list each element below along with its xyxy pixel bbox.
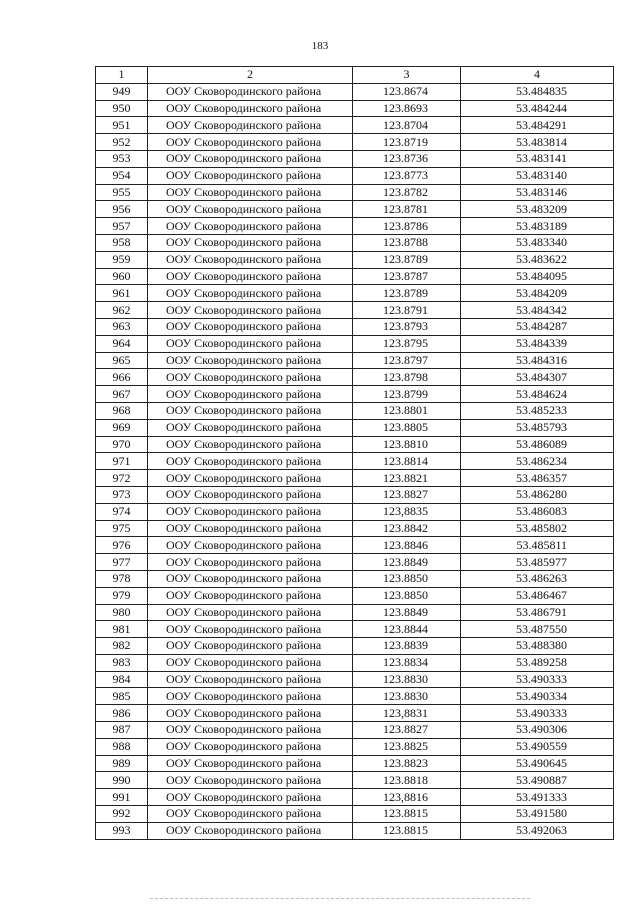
longitude-cell: 123.8825 — [353, 738, 461, 755]
column-header-2: 2 — [148, 67, 353, 84]
organization-cell: ООУ Сковородинского района — [148, 587, 353, 604]
longitude-cell: 123.8787 — [353, 268, 461, 285]
latitude-cell: 53.490887 — [461, 772, 614, 789]
latitude-cell: 53.485233 — [461, 402, 614, 419]
organization-cell: ООУ Сковородинского района — [148, 167, 353, 184]
organization-cell: ООУ Сковородинского района — [148, 621, 353, 638]
table-row — [96, 688, 614, 705]
organization-cell: ООУ Сковородинского района — [148, 201, 353, 218]
table-row — [96, 100, 614, 117]
organization-cell: ООУ Сковородинского района — [148, 520, 353, 537]
longitude-cell: 123.8782 — [353, 184, 461, 201]
latitude-cell: 53.484291 — [461, 117, 614, 134]
longitude-cell: 123.8736 — [353, 150, 461, 167]
latitude-cell: 53.485977 — [461, 554, 614, 571]
longitude-cell: 123.8789 — [353, 251, 461, 268]
longitude-cell: 123.8810 — [353, 436, 461, 453]
organization-cell: ООУ Сковородинского района — [148, 386, 353, 403]
table-row — [96, 184, 614, 201]
row-number-cell: 954 — [96, 167, 148, 184]
latitude-cell: 53.484835 — [461, 83, 614, 100]
organization-cell: ООУ Сковородинского района — [148, 554, 353, 571]
latitude-cell: 53.490333 — [461, 705, 614, 722]
row-number-cell: 971 — [96, 453, 148, 470]
table-row — [96, 117, 614, 134]
latitude-cell: 53.490559 — [461, 738, 614, 755]
organization-cell: ООУ Сковородинского района — [148, 419, 353, 436]
table-row — [96, 705, 614, 722]
longitude-cell: 123.8834 — [353, 654, 461, 671]
table-row — [96, 268, 614, 285]
organization-cell: ООУ Сковородинского района — [148, 688, 353, 705]
latitude-cell: 53.490306 — [461, 722, 614, 739]
longitude-cell: 123.8830 — [353, 671, 461, 688]
row-number-cell: 981 — [96, 621, 148, 638]
row-number-cell: 968 — [96, 402, 148, 419]
latitude-cell: 53.484209 — [461, 285, 614, 302]
table-body — [96, 83, 614, 839]
row-number-cell: 990 — [96, 772, 148, 789]
organization-cell: ООУ Сковородинского района — [148, 705, 353, 722]
longitude-cell: 123.8844 — [353, 621, 461, 638]
row-number-cell: 956 — [96, 201, 148, 218]
latitude-cell: 53.484342 — [461, 302, 614, 319]
row-number-cell: 979 — [96, 587, 148, 604]
organization-cell: ООУ Сковородинского района — [148, 486, 353, 503]
column-header-4: 4 — [461, 67, 614, 84]
row-number-cell: 991 — [96, 789, 148, 806]
row-number-cell: 988 — [96, 738, 148, 755]
table-row — [96, 671, 614, 688]
latitude-cell: 53.483189 — [461, 218, 614, 235]
longitude-cell: 123.8814 — [353, 453, 461, 470]
organization-cell: ООУ Сковородинского района — [148, 789, 353, 806]
longitude-cell: 123.8815 — [353, 822, 461, 839]
table-row — [96, 318, 614, 335]
latitude-cell: 53.490333 — [461, 671, 614, 688]
longitude-cell: 123.8839 — [353, 638, 461, 655]
table-row — [96, 285, 614, 302]
latitude-cell: 53.491580 — [461, 806, 614, 823]
longitude-cell: 123.8674 — [353, 83, 461, 100]
longitude-cell: 123,8816 — [353, 789, 461, 806]
latitude-cell: 53.484316 — [461, 352, 614, 369]
longitude-cell: 123.8789 — [353, 285, 461, 302]
latitude-cell: 53.486083 — [461, 503, 614, 520]
row-number-cell: 962 — [96, 302, 148, 319]
latitude-cell: 53.483340 — [461, 234, 614, 251]
longitude-cell: 123.8827 — [353, 722, 461, 739]
organization-cell: ООУ Сковородинского района — [148, 117, 353, 134]
row-number-cell: 959 — [96, 251, 148, 268]
row-number-cell: 952 — [96, 134, 148, 151]
organization-cell: ООУ Сковородинского района — [148, 150, 353, 167]
organization-cell: ООУ Сковородинского района — [148, 218, 353, 235]
row-number-cell: 969 — [96, 419, 148, 436]
table-row — [96, 352, 614, 369]
latitude-cell: 53.489258 — [461, 654, 614, 671]
organization-cell: ООУ Сковородинского района — [148, 352, 353, 369]
organization-cell: ООУ Сковородинского района — [148, 234, 353, 251]
coordinates-table — [95, 66, 614, 840]
longitude-cell: 123.8773 — [353, 167, 461, 184]
row-number-cell: 974 — [96, 503, 148, 520]
organization-cell: ООУ Сковородинского района — [148, 184, 353, 201]
latitude-cell: 53.484095 — [461, 268, 614, 285]
organization-cell: ООУ Сковородинского района — [148, 671, 353, 688]
row-number-cell: 958 — [96, 234, 148, 251]
table-row — [96, 554, 614, 571]
table-row — [96, 150, 614, 167]
longitude-cell: 123.8791 — [353, 302, 461, 319]
longitude-cell: 123.8849 — [353, 554, 461, 571]
organization-cell: ООУ Сковородинского района — [148, 318, 353, 335]
organization-cell: ООУ Сковородинского района — [148, 83, 353, 100]
table-row — [96, 755, 614, 772]
organization-cell: ООУ Сковородинского района — [148, 285, 353, 302]
longitude-cell: 123.8850 — [353, 587, 461, 604]
latitude-cell: 53.486089 — [461, 436, 614, 453]
row-number-cell: 970 — [96, 436, 148, 453]
organization-cell: ООУ Сковородинского района — [148, 503, 353, 520]
table-row — [96, 772, 614, 789]
table-row — [96, 436, 614, 453]
table-row — [96, 570, 614, 587]
row-number-cell: 983 — [96, 654, 148, 671]
table-row — [96, 503, 614, 520]
row-number-cell: 965 — [96, 352, 148, 369]
table-row — [96, 654, 614, 671]
row-number-cell: 975 — [96, 520, 148, 537]
organization-cell: ООУ Сковородинского района — [148, 268, 353, 285]
row-number-cell: 951 — [96, 117, 148, 134]
table-row — [96, 218, 614, 235]
longitude-cell: 123.8846 — [353, 537, 461, 554]
latitude-cell: 53.486263 — [461, 570, 614, 587]
longitude-cell: 123.8788 — [353, 234, 461, 251]
organization-cell: ООУ Сковородинского района — [148, 453, 353, 470]
row-number-cell: 967 — [96, 386, 148, 403]
table-row — [96, 234, 614, 251]
latitude-cell: 53.485811 — [461, 537, 614, 554]
longitude-cell: 123.8827 — [353, 486, 461, 503]
table-row — [96, 520, 614, 537]
table-row — [96, 369, 614, 386]
longitude-cell: 123.8823 — [353, 755, 461, 772]
longitude-cell: 123.8793 — [353, 318, 461, 335]
column-header-1: 1 — [96, 67, 148, 84]
row-number-cell: 980 — [96, 604, 148, 621]
longitude-cell: 123.8801 — [353, 402, 461, 419]
longitude-cell: 123.8805 — [353, 419, 461, 436]
table-header-row — [96, 67, 614, 84]
organization-cell: ООУ Сковородинского района — [148, 302, 353, 319]
table-row — [96, 402, 614, 419]
table-row — [96, 251, 614, 268]
latitude-cell: 53.483140 — [461, 167, 614, 184]
row-number-cell: 960 — [96, 268, 148, 285]
table-row — [96, 486, 614, 503]
latitude-cell: 53.486280 — [461, 486, 614, 503]
latitude-cell: 53.487550 — [461, 621, 614, 638]
longitude-cell: 123.8786 — [353, 218, 461, 235]
organization-cell: ООУ Сковородинского района — [148, 537, 353, 554]
table-row — [96, 587, 614, 604]
table-row — [96, 470, 614, 487]
longitude-cell: 123.8818 — [353, 772, 461, 789]
row-number-cell: 950 — [96, 100, 148, 117]
table-row — [96, 604, 614, 621]
row-number-cell: 966 — [96, 369, 148, 386]
row-number-cell: 978 — [96, 570, 148, 587]
longitude-cell: 123.8849 — [353, 604, 461, 621]
latitude-cell: 53.484244 — [461, 100, 614, 117]
organization-cell: ООУ Сковородинского района — [148, 100, 353, 117]
latitude-cell: 53.486357 — [461, 470, 614, 487]
table-row — [96, 201, 614, 218]
longitude-cell: 123.8815 — [353, 806, 461, 823]
latitude-cell: 53.490645 — [461, 755, 614, 772]
latitude-cell: 53.483146 — [461, 184, 614, 201]
longitude-cell: 123.8799 — [353, 386, 461, 403]
organization-cell: ООУ Сковородинского района — [148, 402, 353, 419]
row-number-cell: 982 — [96, 638, 148, 655]
latitude-cell: 53.488380 — [461, 638, 614, 655]
row-number-cell: 964 — [96, 335, 148, 352]
page-number: 183 — [311, 40, 329, 52]
organization-cell: ООУ Сковородинского района — [148, 604, 353, 621]
organization-cell: ООУ Сковородинского района — [148, 470, 353, 487]
organization-cell: ООУ Сковородинского района — [148, 755, 353, 772]
row-number-cell: 986 — [96, 705, 148, 722]
table-row — [96, 386, 614, 403]
row-number-cell: 976 — [96, 537, 148, 554]
longitude-cell: 123.8704 — [353, 117, 461, 134]
table-row — [96, 167, 614, 184]
organization-cell: ООУ Сковородинского района — [148, 251, 353, 268]
row-number-cell: 955 — [96, 184, 148, 201]
table-row — [96, 419, 614, 436]
latitude-cell: 53.484339 — [461, 335, 614, 352]
latitude-cell: 53.483622 — [461, 251, 614, 268]
organization-cell: ООУ Сковородинского района — [148, 822, 353, 839]
row-number-cell: 993 — [96, 822, 148, 839]
longitude-cell: 123.8795 — [353, 335, 461, 352]
table-row — [96, 621, 614, 638]
organization-cell: ООУ Сковородинского района — [148, 369, 353, 386]
latitude-cell: 53.484287 — [461, 318, 614, 335]
table-row — [96, 722, 614, 739]
latitude-cell: 53.492063 — [461, 822, 614, 839]
longitude-cell: 123.8850 — [353, 570, 461, 587]
page-footer-line — [150, 898, 530, 899]
table-row — [96, 302, 614, 319]
longitude-cell: 123.8830 — [353, 688, 461, 705]
longitude-cell: 123.8798 — [353, 369, 461, 386]
longitude-cell: 123.8693 — [353, 100, 461, 117]
table-row — [96, 806, 614, 823]
table-row — [96, 453, 614, 470]
organization-cell: ООУ Сковородинского района — [148, 654, 353, 671]
longitude-cell: 123,8831 — [353, 705, 461, 722]
row-number-cell: 973 — [96, 486, 148, 503]
organization-cell: ООУ Сковородинского района — [148, 335, 353, 352]
latitude-cell: 53.486467 — [461, 587, 614, 604]
table-row — [96, 83, 614, 100]
table-row — [96, 537, 614, 554]
latitude-cell: 53.483141 — [461, 150, 614, 167]
longitude-cell: 123,8835 — [353, 503, 461, 520]
latitude-cell: 53.484624 — [461, 386, 614, 403]
table-row — [96, 738, 614, 755]
longitude-cell: 123.8719 — [353, 134, 461, 151]
row-number-cell: 953 — [96, 150, 148, 167]
organization-cell: ООУ Сковородинского района — [148, 570, 353, 587]
table-row — [96, 335, 614, 352]
longitude-cell: 123.8821 — [353, 470, 461, 487]
organization-cell: ООУ Сковородинского района — [148, 722, 353, 739]
latitude-cell: 53.485802 — [461, 520, 614, 537]
longitude-cell: 123.8797 — [353, 352, 461, 369]
longitude-cell: 123.8781 — [353, 201, 461, 218]
latitude-cell: 53.484307 — [461, 369, 614, 386]
organization-cell: ООУ Сковородинского района — [148, 806, 353, 823]
organization-cell: ООУ Сковородинского района — [148, 436, 353, 453]
row-number-cell: 984 — [96, 671, 148, 688]
row-number-cell: 949 — [96, 83, 148, 100]
table-row — [96, 638, 614, 655]
row-number-cell: 992 — [96, 806, 148, 823]
row-number-cell: 963 — [96, 318, 148, 335]
organization-cell: ООУ Сковородинского района — [148, 134, 353, 151]
table-row — [96, 134, 614, 151]
table-row — [96, 789, 614, 806]
table-row — [96, 822, 614, 839]
row-number-cell: 957 — [96, 218, 148, 235]
latitude-cell: 53.491333 — [461, 789, 614, 806]
row-number-cell: 985 — [96, 688, 148, 705]
latitude-cell: 53.486791 — [461, 604, 614, 621]
latitude-cell: 53.490334 — [461, 688, 614, 705]
row-number-cell: 961 — [96, 285, 148, 302]
latitude-cell: 53.483814 — [461, 134, 614, 151]
organization-cell: ООУ Сковородинского района — [148, 638, 353, 655]
row-number-cell: 989 — [96, 755, 148, 772]
row-number-cell: 987 — [96, 722, 148, 739]
latitude-cell: 53.483209 — [461, 201, 614, 218]
row-number-cell: 972 — [96, 470, 148, 487]
latitude-cell: 53.486234 — [461, 453, 614, 470]
latitude-cell: 53.485793 — [461, 419, 614, 436]
organization-cell: ООУ Сковородинского района — [148, 738, 353, 755]
organization-cell: ООУ Сковородинского района — [148, 772, 353, 789]
row-number-cell: 977 — [96, 554, 148, 571]
column-header-3: 3 — [353, 67, 461, 84]
longitude-cell: 123.8842 — [353, 520, 461, 537]
